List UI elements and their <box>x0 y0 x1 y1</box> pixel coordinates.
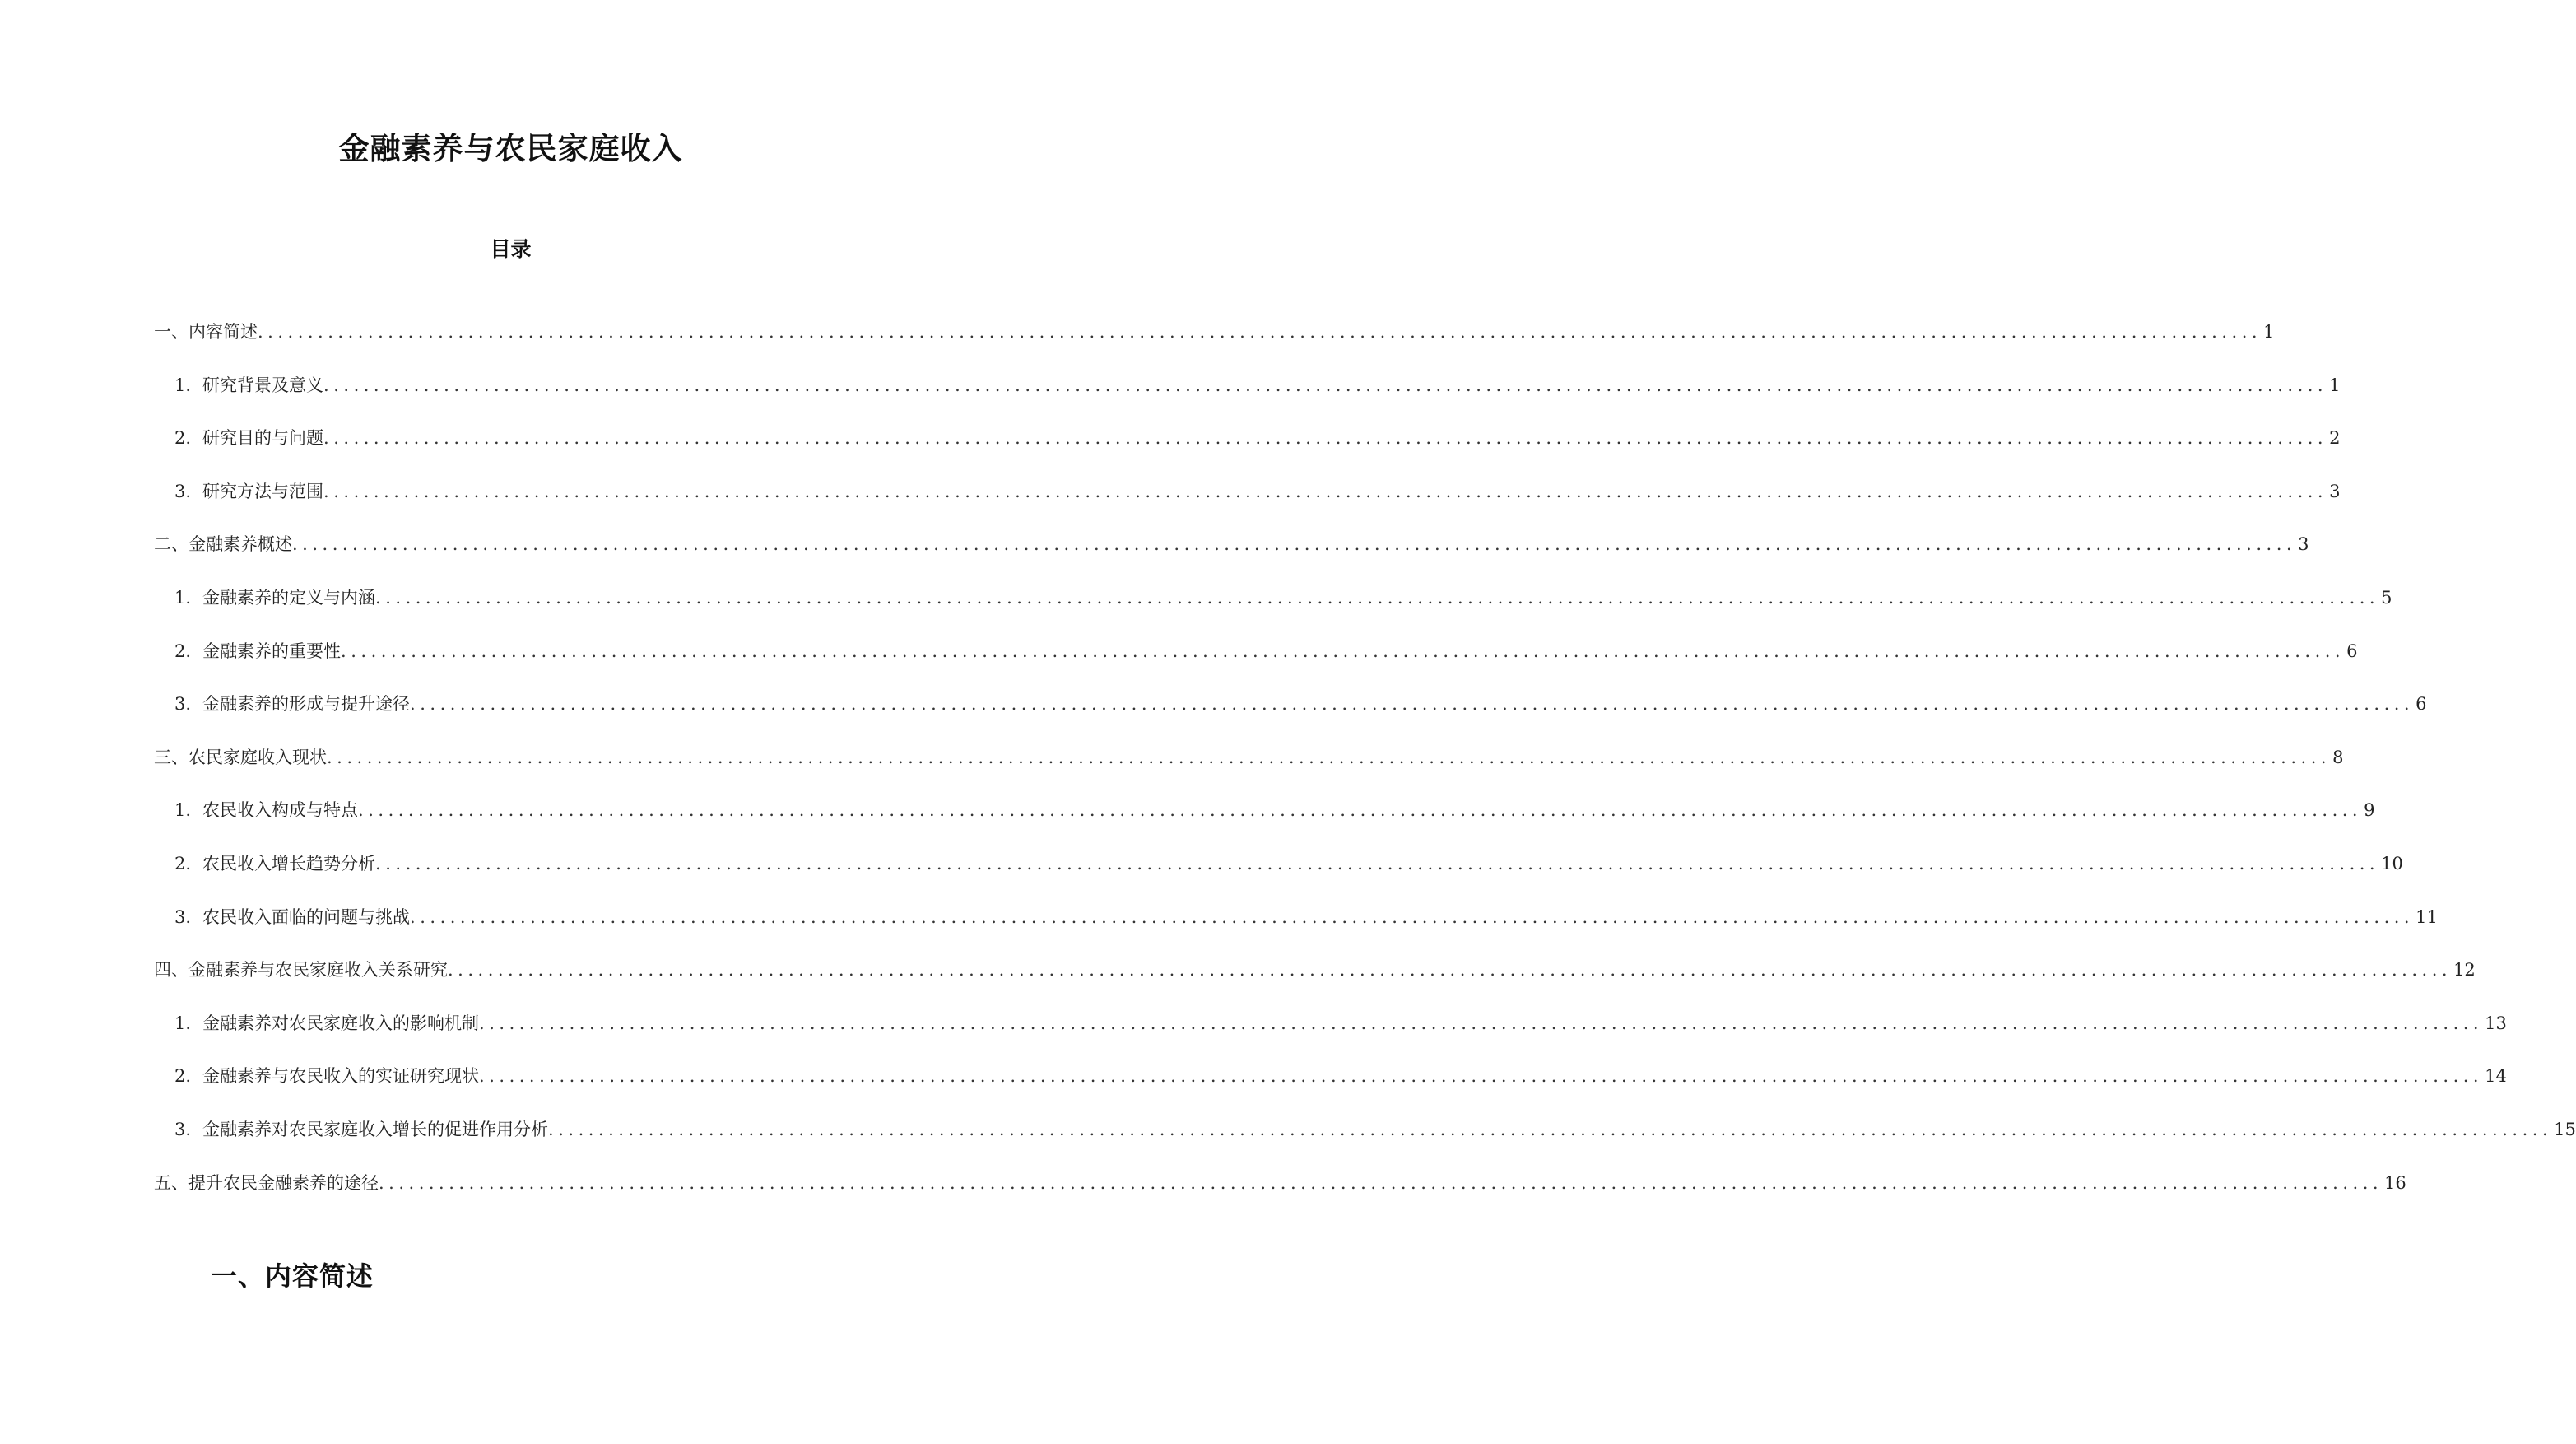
toc-entry-number: 2. <box>174 854 192 873</box>
toc-entry-label: 农民收入增长趋势分析 <box>202 854 376 873</box>
toc-entry-label: 金融素养对农民家庭收入的影响机制 <box>202 1013 480 1033</box>
toc-entry-label: 五、提升农民金融素养的途径 <box>154 1172 379 1193</box>
toc-entry-page-number: 1 <box>2329 375 2341 395</box>
toc-entry-page-number: 12 <box>2453 960 2476 981</box>
toc-entry-page-number: 14 <box>2485 1066 2507 1087</box>
toc-entry-label: 金融素养与农民收入的实证研究现状 <box>202 1066 480 1087</box>
toc-dot-leader: ........................................................................................................................................................................................................ <box>375 588 2380 608</box>
toc-entry[interactable] <box>174 585 2392 611</box>
toc-entry-label: 三、农民家庭收入现状 <box>154 747 327 767</box>
toc-entry-number: 2. <box>174 640 192 661</box>
toc-entry-page-number: 6 <box>2346 640 2358 661</box>
toc-entry-page-number: 9 <box>2364 800 2375 821</box>
toc-entry-number: 2. <box>174 1066 192 1087</box>
toc-entry-number: 1. <box>174 375 192 395</box>
toc-heading: 目录 <box>490 237 532 261</box>
toc-entry-number: 1. <box>174 1013 192 1033</box>
toc-dot-leader: ........................................................................................................................................................................................................ <box>258 322 2262 342</box>
toc-entry[interactable] <box>174 904 2438 930</box>
toc-entry-label: 农民收入构成与特点 <box>202 800 359 821</box>
toc-entry-number: 3. <box>174 906 192 927</box>
document-title: 金融素养与农民家庭收入 <box>338 130 683 166</box>
toc-entry-label: 研究背景及意义 <box>202 375 324 395</box>
toc-entry[interactable] <box>174 372 2341 398</box>
toc-entry[interactable] <box>154 1170 2406 1196</box>
toc-entry-label: 金融素养的定义与内涵 <box>202 588 376 608</box>
toc-entry-label: 四、金融素养与农民家庭收入关系研究 <box>154 960 448 981</box>
toc-dot-leader: ........................................................................................................................................................................................................ <box>479 1066 2484 1087</box>
toc-entry[interactable] <box>174 797 2375 823</box>
toc-entry-page-number: 3 <box>2298 534 2309 555</box>
toc-entry[interactable] <box>154 319 2275 345</box>
toc-entry[interactable] <box>174 850 2403 877</box>
toc-dot-leader: ........................................................................................................................................................................................................ <box>327 747 2332 767</box>
toc-dot-leader: ........................................................................................................................................................................................................ <box>448 960 2453 981</box>
toc-entry-label: 研究方法与范围 <box>202 481 324 501</box>
toc-entry-label: 金融素养对农民家庭收入增长的促进作用分析 <box>202 1120 549 1139</box>
toc-dot-leader: ........................................................................................................................................................................................................ <box>292 534 2297 555</box>
toc-entry-number: 1. <box>174 588 192 608</box>
toc-entry[interactable] <box>154 531 2309 557</box>
toc-entry-page-number: 10 <box>2381 854 2403 873</box>
toc-dot-leader: ........................................................................................................................................................................................................ <box>479 1013 2484 1033</box>
toc-entry[interactable] <box>174 425 2341 451</box>
toc-dot-leader: ........................................................................................................................................................................................................ <box>323 481 2328 501</box>
toc-entry-page-number: 6 <box>2416 694 2427 715</box>
toc-entry-label: 金融素养的形成与提升途径 <box>202 694 411 715</box>
toc-entry-label: 金融素养的重要性 <box>202 640 342 661</box>
toc-entry-page-number: 8 <box>2332 747 2344 767</box>
toc-dot-leader: ........................................................................................................................................................................................................ <box>341 640 2346 661</box>
toc-entry[interactable] <box>154 957 2476 983</box>
section-heading: 一、内容简述 <box>211 1260 374 1292</box>
toc-entry-number: 2. <box>174 428 192 449</box>
toc-entry-label: 一、内容简述 <box>154 322 258 342</box>
toc-dot-leader: ........................................................................................................................................................................................................ <box>379 1172 2383 1193</box>
toc-entry[interactable] <box>174 1010 2507 1036</box>
toc-entry-page-number: 3 <box>2329 481 2341 501</box>
toc-entry[interactable] <box>174 478 2341 505</box>
toc-entry[interactable] <box>154 744 2344 771</box>
toc-entry[interactable] <box>174 638 2358 664</box>
toc-entry-page-number: 1 <box>2263 322 2275 342</box>
toc-entry-page-number: 15 <box>2554 1120 2576 1139</box>
toc-entry-number: 3. <box>174 694 192 715</box>
toc-entry-page-number: 11 <box>2416 906 2438 927</box>
toc-dot-leader: ........................................................................................................................................................................................................ <box>323 428 2328 449</box>
toc-entry[interactable] <box>174 1116 2576 1143</box>
toc-entry-page-number: 13 <box>2485 1013 2507 1033</box>
toc-entry-label: 农民收入面临的问题与挑战 <box>202 906 411 927</box>
toc-entry[interactable] <box>174 691 2427 717</box>
toc-dot-leader: ........................................................................................................................................................................................................ <box>410 694 2415 715</box>
toc-entry[interactable] <box>174 1063 2507 1089</box>
toc-dot-leader: ........................................................................................................................................................................................................ <box>358 800 2363 821</box>
toc-entry-number: 3. <box>174 1120 192 1139</box>
toc-dot-leader: ........................................................................................................................................................................................................ <box>410 906 2415 927</box>
toc-entry-page-number: 16 <box>2384 1172 2406 1193</box>
toc-dot-leader: ........................................................................................................................................................................................................ <box>323 375 2328 395</box>
toc-entry-number: 3. <box>174 481 192 501</box>
toc-entry-label: 研究目的与问题 <box>202 428 324 449</box>
toc-dot-leader: ........................................................................................................................................................................................................ <box>375 854 2380 873</box>
toc-entry-label: 二、金融素养概述 <box>154 534 292 555</box>
toc-entry-number: 1. <box>174 800 192 821</box>
toc-dot-leader: ........................................................................................................................................................................................................ <box>548 1120 2553 1139</box>
toc-entry-page-number: 5 <box>2381 588 2392 608</box>
toc-entry-page-number: 2 <box>2329 428 2341 449</box>
